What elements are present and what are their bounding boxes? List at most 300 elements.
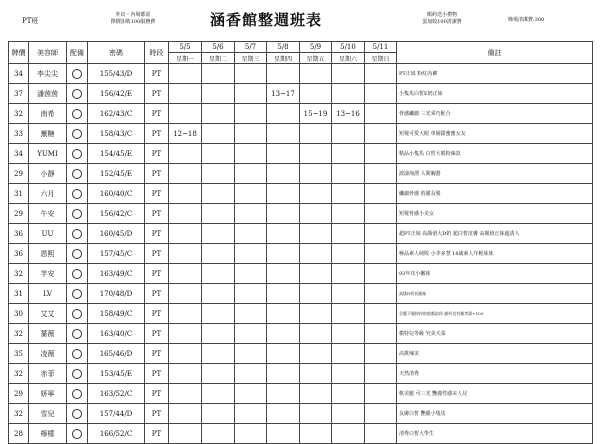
date-header: 5/8 <box>267 42 300 53</box>
equipment-cell <box>67 144 88 164</box>
shift-cell <box>300 384 332 404</box>
table-row <box>9 264 593 284</box>
notes-cell: 極品素人純敗 小李多慧 18歲素人年輕妹妹 <box>397 244 593 264</box>
equipment-cell <box>67 384 88 404</box>
shift-cell: 12~18 <box>169 124 202 144</box>
shift-cell <box>202 344 235 364</box>
shift-cell <box>365 364 397 384</box>
code-cell: 165/46/D <box>88 344 145 364</box>
table-row <box>9 364 593 384</box>
shift-cell <box>267 104 300 124</box>
shift-cell <box>169 84 202 104</box>
notes-cell: 93年次小嫩妹 <box>397 264 593 284</box>
shift-cell <box>267 224 300 244</box>
shift-cell <box>300 284 332 304</box>
shift-cell <box>332 224 365 244</box>
shift-cell <box>169 164 202 184</box>
shift-cell <box>169 344 202 364</box>
circle-icon <box>72 189 82 199</box>
shift-cell <box>300 164 332 184</box>
shift-cell <box>267 284 300 304</box>
circle-icon <box>72 369 82 379</box>
shift-cell <box>202 364 235 384</box>
notes-cell: 短髮可愛大眼 車圈甜蜜蜜女友 <box>397 124 593 144</box>
table-row <box>9 344 593 364</box>
code-cell: 163/52/C <box>88 384 145 404</box>
notes-cell: 高挑辣美 <box>397 344 593 364</box>
table-row <box>9 284 593 304</box>
shift-cell <box>300 204 332 224</box>
slot-cell: PT <box>145 264 169 284</box>
shift-cell <box>300 404 332 424</box>
weekday-header: 星期二 <box>202 53 235 64</box>
table-row <box>9 324 593 344</box>
price-cell: 32 <box>9 104 29 124</box>
equipment-cell <box>67 104 88 124</box>
shift-cell <box>235 84 267 104</box>
shift-cell <box>202 304 235 324</box>
shift-cell <box>365 104 397 124</box>
price-cell: 29 <box>9 204 29 224</box>
slot-cell: PT <box>145 244 169 264</box>
name-cell: 南希 <box>29 104 67 124</box>
circle-icon <box>72 429 82 439</box>
code-cell: 166/52/C <box>88 424 145 444</box>
equipment-cell <box>67 224 88 244</box>
name-cell: 薔薇 <box>29 324 67 344</box>
equipment-cell <box>67 344 88 364</box>
shift-cell <box>169 404 202 424</box>
shift-cell <box>332 304 365 324</box>
shift-cell <box>300 84 332 104</box>
gift-note <box>402 12 482 26</box>
shift-cell <box>365 264 397 284</box>
shift-cell <box>267 264 300 284</box>
notes-cell: 清秀白皙大學生 <box>397 424 593 444</box>
shift-cell <box>332 64 365 84</box>
shift-cell: 13~17 <box>267 84 300 104</box>
shift-cell <box>267 164 300 184</box>
shift-cell <box>332 284 365 304</box>
circle-icon <box>72 289 82 299</box>
name-cell: 午安 <box>29 204 67 224</box>
code-cell: 163/49/C <box>88 264 145 284</box>
table-row <box>9 204 593 224</box>
table-row <box>9 424 593 444</box>
shift-cell: 15~19 <box>300 104 332 124</box>
shift-cell <box>169 224 202 244</box>
shift-cell <box>365 204 397 224</box>
notes-cell: 天然清秀 <box>397 364 593 384</box>
price-cell: 31 <box>9 284 29 304</box>
shift-cell <box>365 344 397 364</box>
shift-cell <box>169 184 202 204</box>
shift-cell <box>332 244 365 264</box>
notes-cell: 軟美腿 可三光 艷麗性感美人兒 <box>397 384 593 404</box>
shift-cell <box>202 204 235 224</box>
notes-cell: 友膚白皙 艷麗小隻馬 <box>397 404 593 424</box>
slot-cell: PT <box>145 304 169 324</box>
slot-cell: PT <box>145 64 169 84</box>
table-row <box>9 124 593 144</box>
circle-icon <box>72 89 82 99</box>
shift-cell <box>202 144 235 164</box>
shift-cell <box>300 244 332 264</box>
col-header-slot: 時段 <box>145 42 169 64</box>
shift-cell <box>365 324 397 344</box>
shift-cell <box>202 164 235 184</box>
table-row <box>9 224 593 244</box>
price-cell: 32 <box>9 364 29 384</box>
name-cell: 赤菲 <box>29 364 67 384</box>
table-row <box>9 244 593 264</box>
notes-cell: 纖細骨感 俏麗長髮 <box>397 184 593 204</box>
shift-cell <box>235 324 267 344</box>
shift-cell <box>300 264 332 284</box>
weekday-header: 星期日 <box>365 53 397 64</box>
price-cell: 34 <box>9 64 29 84</box>
equipment-cell <box>67 424 88 444</box>
equipment-cell <box>67 284 88 304</box>
price-cell: 31 <box>9 184 29 204</box>
shift-cell <box>267 424 300 444</box>
circle-icon <box>72 209 82 219</box>
shift-cell <box>235 404 267 424</box>
shift-cell <box>267 144 300 164</box>
shift-cell <box>202 64 235 84</box>
equipment-cell <box>67 404 88 424</box>
shift-cell <box>202 264 235 284</box>
code-cell: 153/45/E <box>88 364 145 384</box>
circle-icon <box>72 109 82 119</box>
shift-cell <box>202 84 235 104</box>
shift-cell <box>267 304 300 324</box>
code-cell: 154/45/E <box>88 144 145 164</box>
circle-icon <box>72 249 82 259</box>
shift-cell <box>169 284 202 304</box>
shift-label: PT班 <box>22 17 39 25</box>
code-cell: 162/43/C <box>88 104 145 124</box>
name-cell: 艾艾 <box>29 304 67 324</box>
code-cell: 157/45/C <box>88 244 145 264</box>
name-cell: 雪兒 <box>29 404 67 424</box>
weekday-header: 星期一 <box>169 53 202 64</box>
date-header: 5/9 <box>300 42 332 53</box>
shift-cell <box>202 224 235 244</box>
name-cell: 李尖尖 <box>29 64 67 84</box>
shift-cell <box>267 384 300 404</box>
slot-cell: PT <box>145 384 169 404</box>
equipment-cell <box>67 264 88 284</box>
shift-cell <box>235 264 267 284</box>
shift-cell <box>235 304 267 324</box>
equipment-cell <box>67 324 88 344</box>
shift-cell <box>332 404 365 424</box>
name-cell: 恩熙 <box>29 244 67 264</box>
shift-cell <box>235 204 267 224</box>
date-header: 5/10 <box>332 42 365 53</box>
service-fee-note <box>93 12 173 26</box>
date-header: 5/5 <box>169 42 202 53</box>
shift-cell: 13~16 <box>332 104 365 124</box>
shift-cell <box>365 64 397 84</box>
equipment-cell <box>67 64 88 84</box>
shift-cell <box>267 364 300 384</box>
price-cell: 30 <box>9 304 29 324</box>
price-cell: 34 <box>9 144 29 164</box>
shift-cell <box>235 244 267 264</box>
name-cell: LV <box>29 284 67 304</box>
equipment-cell <box>67 184 88 204</box>
service-fee-note-line2: 擇價加收100服務費 <box>110 19 156 25</box>
shift-cell <box>235 344 267 364</box>
slot-cell: PT <box>145 344 169 364</box>
shift-cell <box>300 424 332 444</box>
name-cell: 蕪糖 <box>29 124 67 144</box>
slot-cell: PT <box>145 84 169 104</box>
service-fee-note-line1: 外出・內場都需 <box>115 12 151 18</box>
shift-cell <box>169 144 202 164</box>
date-header: 5/7 <box>235 42 267 53</box>
shift-cell <box>169 264 202 284</box>
equipment-cell <box>67 124 88 144</box>
name-cell: 六月 <box>29 184 67 204</box>
table-row <box>9 104 593 124</box>
shift-cell <box>202 404 235 424</box>
shift-cell <box>365 424 397 444</box>
circle-icon <box>72 329 82 339</box>
shift-cell <box>202 104 235 124</box>
shift-cell <box>169 364 202 384</box>
shift-cell <box>235 184 267 204</box>
weekday-header: 星期五 <box>300 53 332 64</box>
slot-cell: PT <box>145 184 169 204</box>
shift-cell <box>365 304 397 324</box>
shift-cell <box>332 424 365 444</box>
name-cell: 芊安 <box>29 264 67 284</box>
notes-cell: 模特兒等級 究美天菜 <box>397 324 593 344</box>
shift-cell <box>332 84 365 104</box>
gift-note-line2: 蛋加收100清潔費 <box>422 19 462 25</box>
code-cell: 158/43/C <box>88 124 145 144</box>
circle-icon <box>72 229 82 239</box>
circle-icon <box>72 309 82 319</box>
notes-cell: 超PT正妹 高顏值大D奶 超白皙皮膚 高顏值正妹超誘人 <box>397 224 593 244</box>
name-cell: YUMI <box>29 144 67 164</box>
equipment-cell <box>67 204 88 224</box>
circle-icon <box>72 149 82 159</box>
circle-icon <box>72 269 82 279</box>
notes-cell: 短髮骨感小美女 <box>397 204 593 224</box>
slot-cell: PT <box>145 424 169 444</box>
code-cell: 156/42/C <box>88 204 145 224</box>
shift-cell <box>202 384 235 404</box>
code-cell: 160/45/D <box>88 224 145 244</box>
shift-cell <box>365 384 397 404</box>
circle-icon <box>72 169 82 179</box>
shift-cell <box>365 164 397 184</box>
price-cell: 36 <box>9 224 29 244</box>
shift-cell <box>332 264 365 284</box>
slot-cell: PT <box>145 364 169 384</box>
name-cell: 檸檬 <box>29 424 67 444</box>
table-row <box>9 84 593 104</box>
code-cell: 160/40/C <box>88 184 145 204</box>
col-header-name: 美容師 <box>29 42 67 64</box>
shift-cell <box>235 284 267 304</box>
table-row <box>9 384 593 404</box>
shift-cell <box>202 184 235 204</box>
shift-cell <box>267 124 300 144</box>
shift-cell <box>300 364 332 384</box>
shift-cell <box>169 424 202 444</box>
shift-cell <box>169 104 202 124</box>
code-cell: 158/49/C <box>88 304 145 324</box>
shift-cell <box>202 244 235 264</box>
weekday-header: 星期四 <box>267 53 300 64</box>
shift-cell <box>365 84 397 104</box>
shift-cell <box>300 184 332 204</box>
notes-cell: 小隻馬白皙E奶正妹 <box>397 84 593 104</box>
equipment-cell <box>67 164 88 184</box>
notes-cell: 波濤洶湧 人間胸器 <box>397 164 593 184</box>
shift-cell <box>332 324 365 344</box>
shift-cell <box>300 64 332 84</box>
shift-cell <box>235 144 267 164</box>
shift-cell <box>332 124 365 144</box>
shift-cell <box>202 424 235 444</box>
shift-cell <box>300 344 332 364</box>
shift-cell <box>300 324 332 344</box>
price-cell: 28 <box>9 424 29 444</box>
table-row <box>9 144 593 164</box>
shift-cell <box>169 64 202 84</box>
price-cell: 37 <box>9 84 29 104</box>
code-cell: 157/44/D <box>88 404 145 424</box>
shift-cell <box>332 144 365 164</box>
shift-cell <box>332 384 365 404</box>
circle-icon <box>72 409 82 419</box>
shift-cell <box>332 184 365 204</box>
shift-cell <box>235 424 267 444</box>
name-cell: 凌薇 <box>29 344 67 364</box>
slot-cell: PT <box>145 324 169 344</box>
page-title: 涵香館整週班表 <box>210 11 323 29</box>
weekday-header: 星期三 <box>235 53 267 64</box>
notes-cell: 高挑D奶長腿妹 <box>397 284 593 304</box>
slot-cell: PT <box>145 404 169 424</box>
table-row <box>9 304 593 324</box>
shift-cell <box>267 244 300 264</box>
price-cell: 29 <box>9 384 29 404</box>
price-cell: 33 <box>9 124 29 144</box>
col-header-notes: 備註 <box>397 42 593 64</box>
equipment-cell <box>67 244 88 264</box>
shift-cell <box>365 244 397 264</box>
shift-cell <box>267 64 300 84</box>
shift-cell <box>235 384 267 404</box>
shift-cell <box>169 304 202 324</box>
schedule-table <box>8 41 593 444</box>
shift-cell <box>300 144 332 164</box>
shift-cell <box>202 324 235 344</box>
price-cell: 32 <box>9 404 29 424</box>
shift-cell <box>169 204 202 224</box>
col-header-equipment: 配備 <box>67 42 88 64</box>
shift-cell <box>169 324 202 344</box>
code-cell: 163/40/C <box>88 324 145 344</box>
slot-cell: PT <box>145 164 169 184</box>
notes-cell: 全變不服按你的收都給你 額約送有額者需+100 <box>397 304 593 324</box>
shift-cell <box>300 304 332 324</box>
notes-cell: PT正妹 粉紅內褲 <box>397 64 593 84</box>
name-cell: UU <box>29 224 67 244</box>
shift-cell <box>235 164 267 184</box>
shift-cell <box>332 164 365 184</box>
table-row <box>9 164 593 184</box>
shift-cell <box>169 384 202 404</box>
col-header-code: 密碼 <box>88 42 145 64</box>
price-cell: 35 <box>9 344 29 364</box>
slot-cell: PT <box>145 204 169 224</box>
shift-cell <box>365 124 397 144</box>
slot-cell: PT <box>145 284 169 304</box>
cleaning-fee-label: 晚場清潔費:300 <box>508 17 545 23</box>
price-cell: 36 <box>9 244 29 264</box>
code-cell: 155/43/D <box>88 64 145 84</box>
price-cell: 32 <box>9 264 29 284</box>
table-row <box>9 64 593 84</box>
circle-icon <box>72 349 82 359</box>
shift-cell <box>267 324 300 344</box>
name-cell: 小靜 <box>29 164 67 184</box>
table-row <box>9 184 593 204</box>
date-header: 5/6 <box>202 42 235 53</box>
equipment-cell <box>67 84 88 104</box>
equipment-cell <box>67 304 88 324</box>
slot-cell: PT <box>145 124 169 144</box>
shift-cell <box>365 404 397 424</box>
slot-cell: PT <box>145 224 169 244</box>
slot-cell: PT <box>145 104 169 124</box>
table-row <box>9 404 593 424</box>
shift-cell <box>332 364 365 384</box>
shift-cell <box>235 104 267 124</box>
circle-icon <box>72 69 82 79</box>
code-cell: 152/45/E <box>88 164 145 184</box>
slot-cell: PT <box>145 144 169 164</box>
shift-cell <box>267 204 300 224</box>
shift-cell <box>267 344 300 364</box>
code-cell: 170/48/D <box>88 284 145 304</box>
shift-cell <box>365 184 397 204</box>
shift-cell <box>332 204 365 224</box>
shift-cell <box>202 284 235 304</box>
shift-cell <box>235 124 267 144</box>
weekday-header: 星期六 <box>332 53 365 64</box>
price-cell: 29 <box>9 164 29 184</box>
header-row-dates <box>9 42 593 53</box>
shift-cell <box>332 344 365 364</box>
shift-cell <box>235 64 267 84</box>
shift-cell <box>169 244 202 264</box>
circle-icon <box>72 389 82 399</box>
shift-cell <box>235 224 267 244</box>
notes-cell: 精品小隻馬 白皙大眼粉絲款 <box>397 144 593 164</box>
circle-icon <box>72 129 82 139</box>
name-cell: 妍寧 <box>29 384 67 404</box>
date-header: 5/11 <box>365 42 397 53</box>
